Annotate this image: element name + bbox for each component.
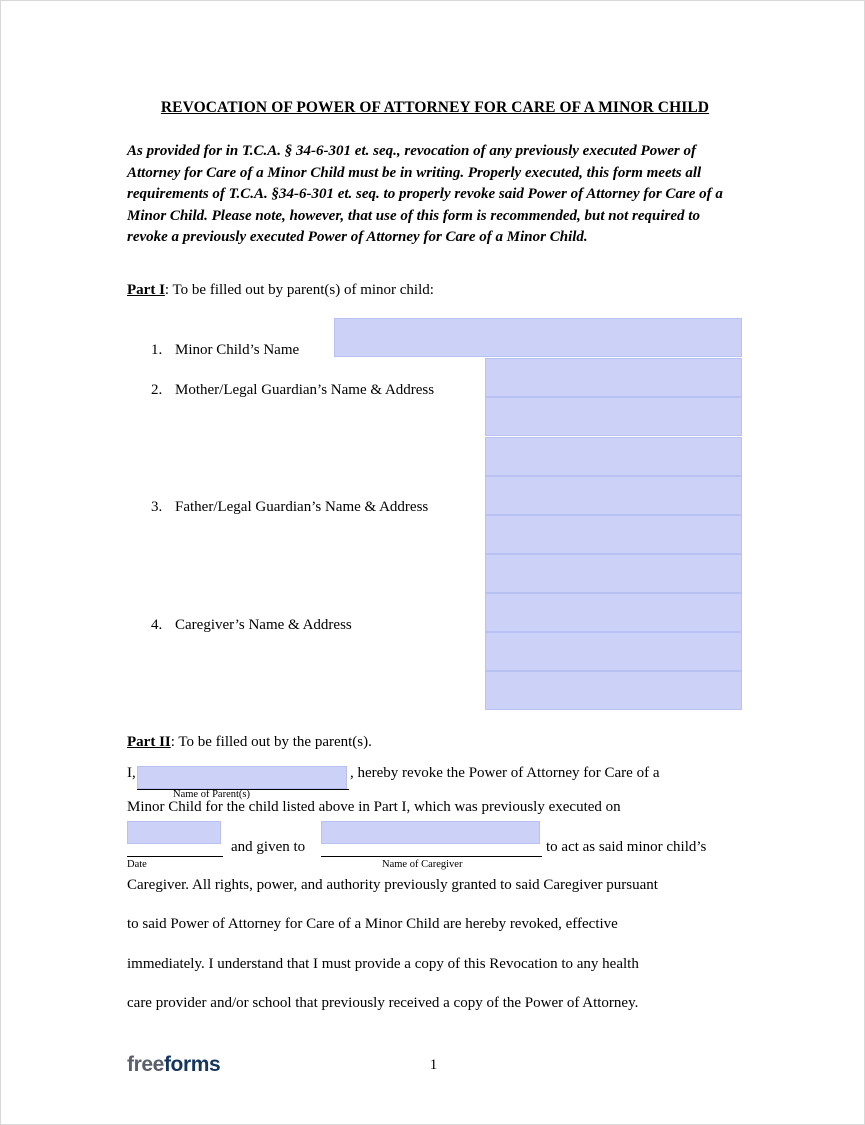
caregiver-name-field[interactable] — [321, 821, 540, 844]
list-item — [151, 497, 428, 517]
minor-child-name-field[interactable] — [334, 318, 742, 357]
list-item — [151, 340, 299, 360]
item-number: 1. — [151, 342, 163, 358]
logo-forms-text: forms — [163, 1053, 221, 1076]
part-one-label: Part I — [127, 282, 165, 298]
caregiver-name-address-field-line-1[interactable] — [485, 593, 742, 632]
revocation-line3-mid: and given to — [231, 839, 306, 855]
page-title: REVOCATION OF POWER OF ATTORNEY FOR CARE OF A MINOR CHILD — [160, 99, 710, 116]
caregiver-name-underline — [321, 856, 542, 857]
list-item — [151, 615, 352, 635]
caregiver-name-address-field-line-2[interactable] — [485, 632, 742, 671]
father-name-address-field-line-3[interactable] — [485, 554, 742, 593]
part-two-label: Part II — [127, 734, 171, 750]
item-number: 3. — [151, 499, 163, 515]
father-name-address-field-line-2[interactable] — [485, 515, 742, 554]
mother-name-address-field-line-3[interactable] — [485, 437, 742, 476]
date-field[interactable] — [127, 821, 221, 844]
date-underline — [127, 856, 223, 857]
revocation-line6: immediately. I understand that I must provide a copy of this Revocation to any health — [127, 956, 639, 972]
logo-free-text: free — [127, 1053, 164, 1076]
page-number: 1 — [429, 1057, 438, 1073]
revocation-line2: Minor Child for the child listed above in Part I, which was previously executed on — [127, 799, 621, 815]
caregiver-name-caption: Name of Caregiver — [382, 859, 463, 870]
revocation-line5: to said Power of Attorney for Care of a Minor Child are hereby revoked, effective — [127, 916, 618, 932]
intro-paragraph: As provided for in T.C.A. § 34-6-301 et. seq., revocation of any previously executed Power of Attorney for Care of a Minor Child must be in writing. Properly executed, this form meets all requirements of T.C.A. §34-6-301 et. seq. to properly revoke said Power of Attorney for Care of a Minor Child. Please note, however, that use of this form is recommended, but not required to revoke a previously executed Power of Attorney for Care of a Minor Child. — [127, 143, 723, 245]
item-label: Mother/Legal Guardian’s Name & Address — [175, 382, 435, 398]
part-two-heading-rest: : To be filled out by the parent(s). — [170, 734, 372, 750]
item-label: Father/Legal Guardian’s Name & Address — [175, 499, 429, 515]
item-label: Minor Child’s Name — [175, 342, 300, 358]
parent-name-caption: Name of Parent(s) — [173, 789, 250, 800]
mother-name-address-field-line-2[interactable] — [485, 397, 742, 436]
part-one-heading — [127, 280, 434, 300]
item-number: 4. — [151, 617, 163, 633]
item-number: 2. — [151, 382, 163, 398]
item-label: Caregiver’s Name & Address — [175, 617, 352, 633]
part-two-heading — [127, 732, 372, 752]
revocation-line1-suffix: , hereby revoke the Power of Attorney for Care of a — [350, 765, 660, 781]
part-one-heading-rest: : To be filled out by parent(s) of minor child: — [164, 282, 434, 298]
caregiver-name-address-field-line-3[interactable] — [485, 671, 742, 710]
parent-name-field[interactable] — [137, 766, 347, 789]
revocation-line4: Caregiver. All rights, power, and authority previously granted to said Caregiver pursuant — [127, 877, 658, 893]
list-item — [151, 380, 434, 400]
mother-name-address-field-line-1[interactable] — [485, 358, 742, 397]
father-name-address-field-line-1[interactable] — [485, 476, 742, 515]
revocation-line3-suffix: to act as said minor child’s — [546, 839, 707, 855]
revocation-line7: care provider and/or school that previously received a copy of the Power of Attorney. — [127, 995, 639, 1011]
date-caption: Date — [127, 859, 147, 870]
revocation-line1-prefix: I, — [127, 765, 136, 781]
